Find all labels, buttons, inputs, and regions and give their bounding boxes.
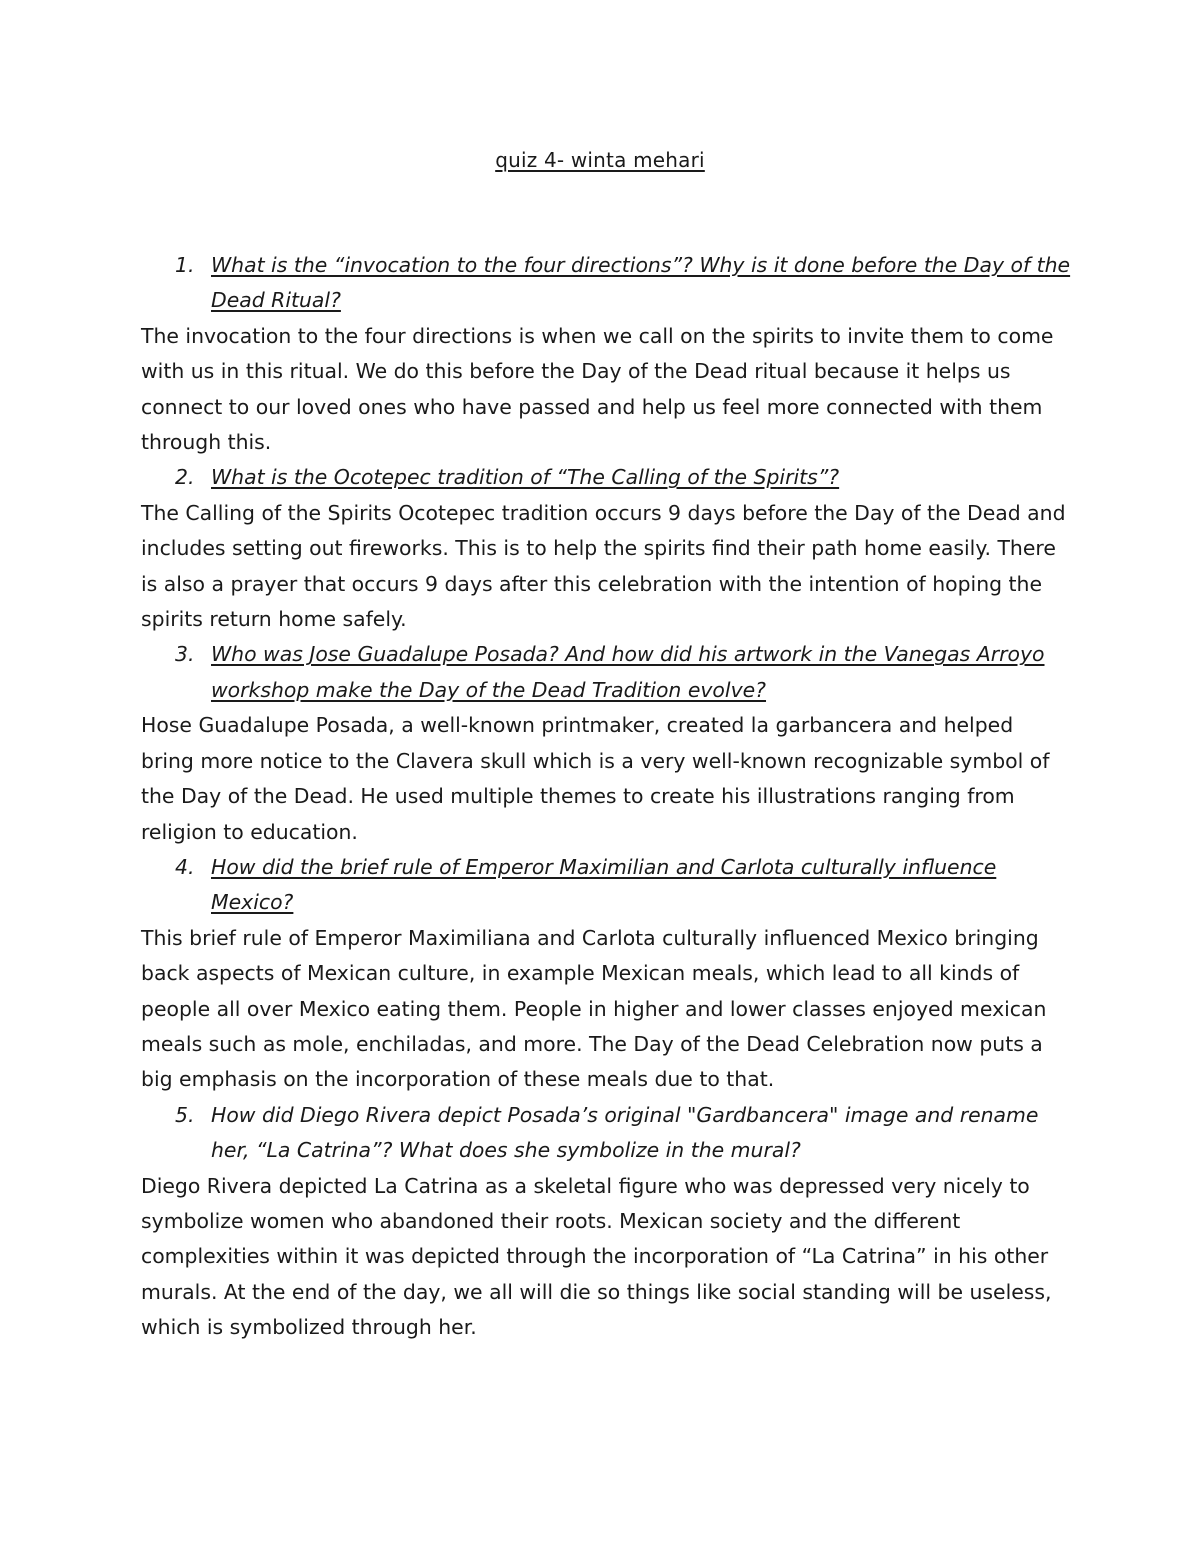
answer-1: The invocation to the four directions is when we call on the spirits to invite them to come with us in this ritual. We do this before the Day of the Dead ritual because it helps us connect to our loved ones who have passed and help us feel more connected with them through this. xyxy=(141,323,1054,455)
question-3 xyxy=(141,637,1071,708)
question-number: 5. xyxy=(175,1102,195,1127)
question-number: 4. xyxy=(175,854,195,879)
question-text: How did the brief rule of Emperor Maximilian and Carlota culturally influence Mexico? xyxy=(211,854,997,915)
question-text: Who was Jose Guadalupe Posada? And how did his artwork in the Vanegas Arroyo workshop make the Day of the Dead Tradition evolve? xyxy=(211,642,1045,702)
question-text: What is the “invocation to the four directions”? Why is it done before the Day of the Dead Ritual? xyxy=(211,253,1071,313)
answer-4: This brief rule of Emperor Maximiliana and Carlota culturally influenced Mexico bringing back aspects of Mexican culture, in example Mexican meals, which lead to all kinds of people all over Mexico eating them. People in higher and lower classes enjoyed mexican meals such as mole, enchiladas, and more. The Day of the Dead Celebration now puts a big emphasis on the incorporation of these meals due to that. xyxy=(141,925,1047,1092)
document-title: quiz 4- winta mehari xyxy=(495,148,705,172)
question-text: What is the Ocotepec tradition of “The Calling of the Spirits”? xyxy=(211,465,840,490)
answer-5: Diego Rivera depicted La Catrina as a skeletal figure who was depressed very nicely to symbolize women who abandoned their roots. Mexican society and the different complexities within it was depicted through the incorporation of “La Catrina” in his other murals. At the end of the day, we all will die so things like social standing will be useless, which is symbolized through her. xyxy=(141,1173,1052,1340)
answer-2: The Calling of the Spirits Ocotepec tradition occurs 9 days before the Day of the Dead and includes setting out fireworks. This is to help the spirits find their path home easily. There is also a prayer that occurs 9 days after this celebration with the intention of hoping the spirits return home safely. xyxy=(141,500,1066,632)
question-number: 3. xyxy=(175,642,195,667)
question-text: How did Diego Rivera depict Posada’s original "Gardbancera" image and rename her, “La Catrina”? What does she symbolize in the mural? xyxy=(211,1102,1039,1163)
question-4 xyxy=(141,850,1071,921)
question-2 xyxy=(141,460,1071,495)
question-number: 1. xyxy=(175,253,195,277)
question-1 xyxy=(141,248,1071,319)
answer-3: Hose Guadalupe Posada, a well-known printmaker, created la garbancera and helped bring more notice to the Clavera skull which is a very well-known recognizable symbol of the Day of the Dead. He used multiple themes to create his illustrations ranging from religion to education. xyxy=(141,713,1050,844)
quiz-content xyxy=(141,248,1071,1346)
question-5 xyxy=(141,1098,1071,1169)
question-number: 2. xyxy=(175,465,195,490)
